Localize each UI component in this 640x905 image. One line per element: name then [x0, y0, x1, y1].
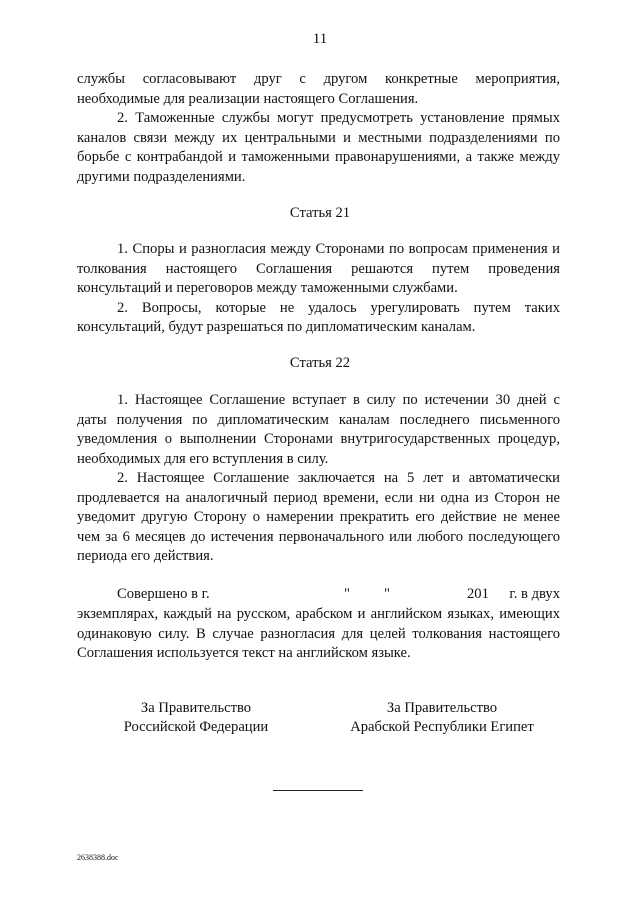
paragraph-customs-channels: 2. Таможенные службы могут предусмотреть установление прямых каналов связи между их центральными и местными подразделениями по борьбе с контрабандой и таможенными правонарушениями, а также между другими подразделениями. — [77, 110, 560, 185]
signature-egypt — [322, 699, 562, 737]
completed-rest: экземплярах, каждый на русском, арабском и английском языках, имеющих одинаковую силу. В случае разногласия для целей толкования настоящего Соглашения используется текст на английском языке. — [77, 606, 560, 661]
signature-russia — [76, 699, 316, 737]
article-22-paragraph-2: 2. Настоящее Соглашение заключается на 5 лет и автоматически продлевается на аналогичный период времени, если ни одна из Сторон не уведомит другую Сторону о намерении прекратить его действие не менее чем за 6 месяцев до истечения первоначального или любого последующего периода его действия. — [77, 470, 560, 564]
end-divider — [273, 790, 363, 791]
article-22-heading: Статья 22 — [289, 355, 351, 371]
intro-section — [77, 70, 560, 187]
quote-close: " — [384, 586, 390, 602]
article-21-paragraph-2: 2. Вопросы, которые не удалось урегулировать путем таких консультаций, будут разрешаться по дипломатическим каналам. — [77, 299, 560, 335]
article-21-paragraph-1: 1. Споры и разногласия между Сторонами по вопросам применения и толкования настоящего Соглашения решаются путем проведения консультаций и переговоров между таможенными службами. — [77, 241, 560, 296]
signature-russia-line1: За Правительство — [140, 700, 252, 716]
completed-year-suffix: г. в двух — [509, 586, 560, 602]
completed-place: Совершено в г. — [117, 586, 210, 602]
signature-egypt-line2: Арабской Республики Египет — [350, 719, 534, 735]
signature-russia-line2: Российской Федерации — [123, 719, 269, 735]
article-22-body — [77, 391, 560, 567]
completed-year: 201 — [467, 586, 489, 602]
paragraph-continuation: службы согласовывают друг с другом конкретные мероприятия, необходимые для реализации настоящего Соглашения. — [77, 71, 560, 107]
footer-filename: 2638388.doc — [77, 853, 119, 862]
completed-first-line — [77, 585, 560, 605]
article-21-body — [77, 240, 560, 338]
completed-clause — [77, 585, 560, 664]
article-21-heading: Статья 21 — [289, 205, 351, 221]
article-22-paragraph-1: 1. Настоящее Соглашение вступает в силу по истечении 30 дней с даты получения по дипломатическим каналам последнего письменного уведомления о выполнении Сторонами внутригосударственных процедур, необходимых для его вступления в силу. — [77, 392, 560, 467]
page-number: 11 — [312, 31, 328, 47]
signature-egypt-line1: За Правительство — [386, 700, 498, 716]
quote-open: " — [344, 586, 350, 602]
